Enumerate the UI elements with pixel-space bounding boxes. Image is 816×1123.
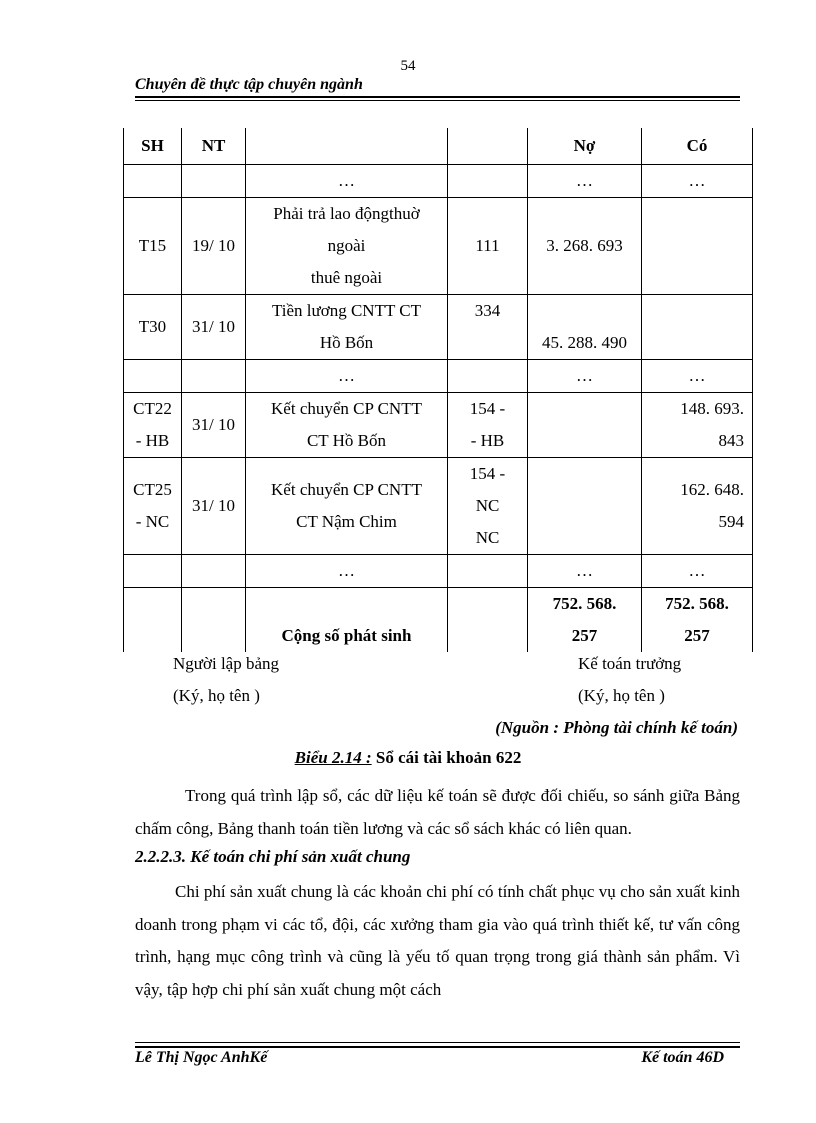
cell-account: 111 <box>448 198 528 295</box>
table-caption <box>0 748 816 768</box>
caption-text: Sổ cái tài khoản 622 <box>371 748 522 767</box>
cell-desc: Kết chuyển CP CNTT CT Nậm Chim <box>246 458 448 555</box>
cell-credit: 162. 648. 594 <box>642 458 753 555</box>
paragraph-1: Trong quá trình lập sổ, các dữ liệu kế toán sẽ được đối chiếu, so sánh giữa Bảng chấm công, Bảng thanh toán tiền lương và các sổ sách khác có liên quan. <box>135 786 740 838</box>
header-title: Chuyên đề thực tập chuyên ngành <box>135 76 363 93</box>
table-row <box>124 198 753 295</box>
header-cell-acc <box>448 128 528 165</box>
cell-credit: 148. 693. 843 <box>642 393 753 458</box>
header-cell-sh: SH <box>124 128 182 165</box>
cell-account: 154 - - HB <box>448 393 528 458</box>
ellipsis-cell: … <box>528 555 642 588</box>
header-cell-nt: NT <box>182 128 246 165</box>
footer-rule-thick <box>135 1046 740 1048</box>
cell-nt: 31/ 10 <box>182 393 246 458</box>
cell-account: 154 - NC NC <box>448 458 528 555</box>
footer-author: Lê Thị Ngọc AnhKế <box>135 1049 268 1066</box>
page-number: 54 <box>400 58 416 74</box>
table-row <box>124 360 753 393</box>
cell-credit <box>642 295 753 360</box>
ellipsis-cell: … <box>246 360 448 393</box>
header-cell-no: Nợ <box>528 128 642 165</box>
ellipsis-cell: … <box>246 555 448 588</box>
ellipsis-cell: … <box>642 555 753 588</box>
cell-desc: Tiền lương CNTT CT Hồ Bốn <box>246 295 448 360</box>
ellipsis-cell: … <box>246 165 448 198</box>
total-debit: 752. 568. 257 <box>528 588 642 653</box>
ellipsis-cell: … <box>642 360 753 393</box>
cell-debit <box>528 393 642 458</box>
cell-desc: Kết chuyển CP CNTT CT Hồ Bốn <box>246 393 448 458</box>
total-label: Cộng số phát sinh <box>246 588 448 653</box>
cell-sh: CT25 - NC <box>124 458 182 555</box>
table-row <box>124 555 753 588</box>
table-row <box>124 165 753 198</box>
signature-right-title: Kế toán trưởng <box>578 654 682 673</box>
cell-nt: 19/ 10 <box>182 198 246 295</box>
cell-debit: 45. 288. 490 <box>528 295 642 360</box>
ellipsis-cell: … <box>528 165 642 198</box>
ledger-table <box>123 128 753 652</box>
table-row <box>124 458 753 555</box>
signature-left-sub: (Ký, họ tên ) <box>173 686 260 705</box>
cell-sh: T30 <box>124 295 182 360</box>
header-rule-thick <box>135 96 740 98</box>
table-row <box>124 295 753 360</box>
caption-label: Biểu 2.14 : <box>294 748 372 767</box>
ellipsis-cell: … <box>642 165 753 198</box>
cell-debit <box>528 458 642 555</box>
header-cell-co: Có <box>642 128 753 165</box>
cell-sh: CT22 - HB <box>124 393 182 458</box>
signature-left-title: Người lập bảng <box>173 654 280 673</box>
cell-debit: 3. 268. 693 <box>528 198 642 295</box>
cell-sh: T15 <box>124 198 182 295</box>
cell-nt: 31/ 10 <box>182 295 246 360</box>
header-cell-desc <box>246 128 448 165</box>
cell-desc: Phải trả lao độngthuờ ngoài thuê ngoài <box>246 198 448 295</box>
total-credit: 752. 568. 257 <box>642 588 753 653</box>
table-total-row <box>124 588 753 653</box>
cell-account: 334 <box>448 295 528 360</box>
cell-nt: 31/ 10 <box>182 458 246 555</box>
section-title: 2.2.2.3. Kế toán chi phí sản xuất chung <box>135 847 411 866</box>
header-rule-thin <box>135 100 740 101</box>
signature-right-sub: (Ký, họ tên ) <box>578 686 665 705</box>
footer-class: Kế toán 46D <box>641 1049 724 1066</box>
paragraph-2: Chi phí sản xuất chung là các khoản chi phí có tính chất phục vụ cho sản xuất kinh doanh trong phạm vi các tổ, đội, các xưởng tham gia vào quá trình thiết kế, tư vấn công trình, hạng mục công trình và cũng là yếu tố quan trọng trong giá thành sản phẩm. Vì vậy, tập hợp chi phí sản xuất chung một cách <box>135 882 740 999</box>
source-note: (Nguồn : Phòng tài chính kế toán) <box>495 718 738 737</box>
cell-credit <box>642 198 753 295</box>
ellipsis-cell: … <box>528 360 642 393</box>
table-header-row <box>124 128 753 165</box>
footer-rule-thin <box>135 1042 740 1043</box>
table-row <box>124 393 753 458</box>
